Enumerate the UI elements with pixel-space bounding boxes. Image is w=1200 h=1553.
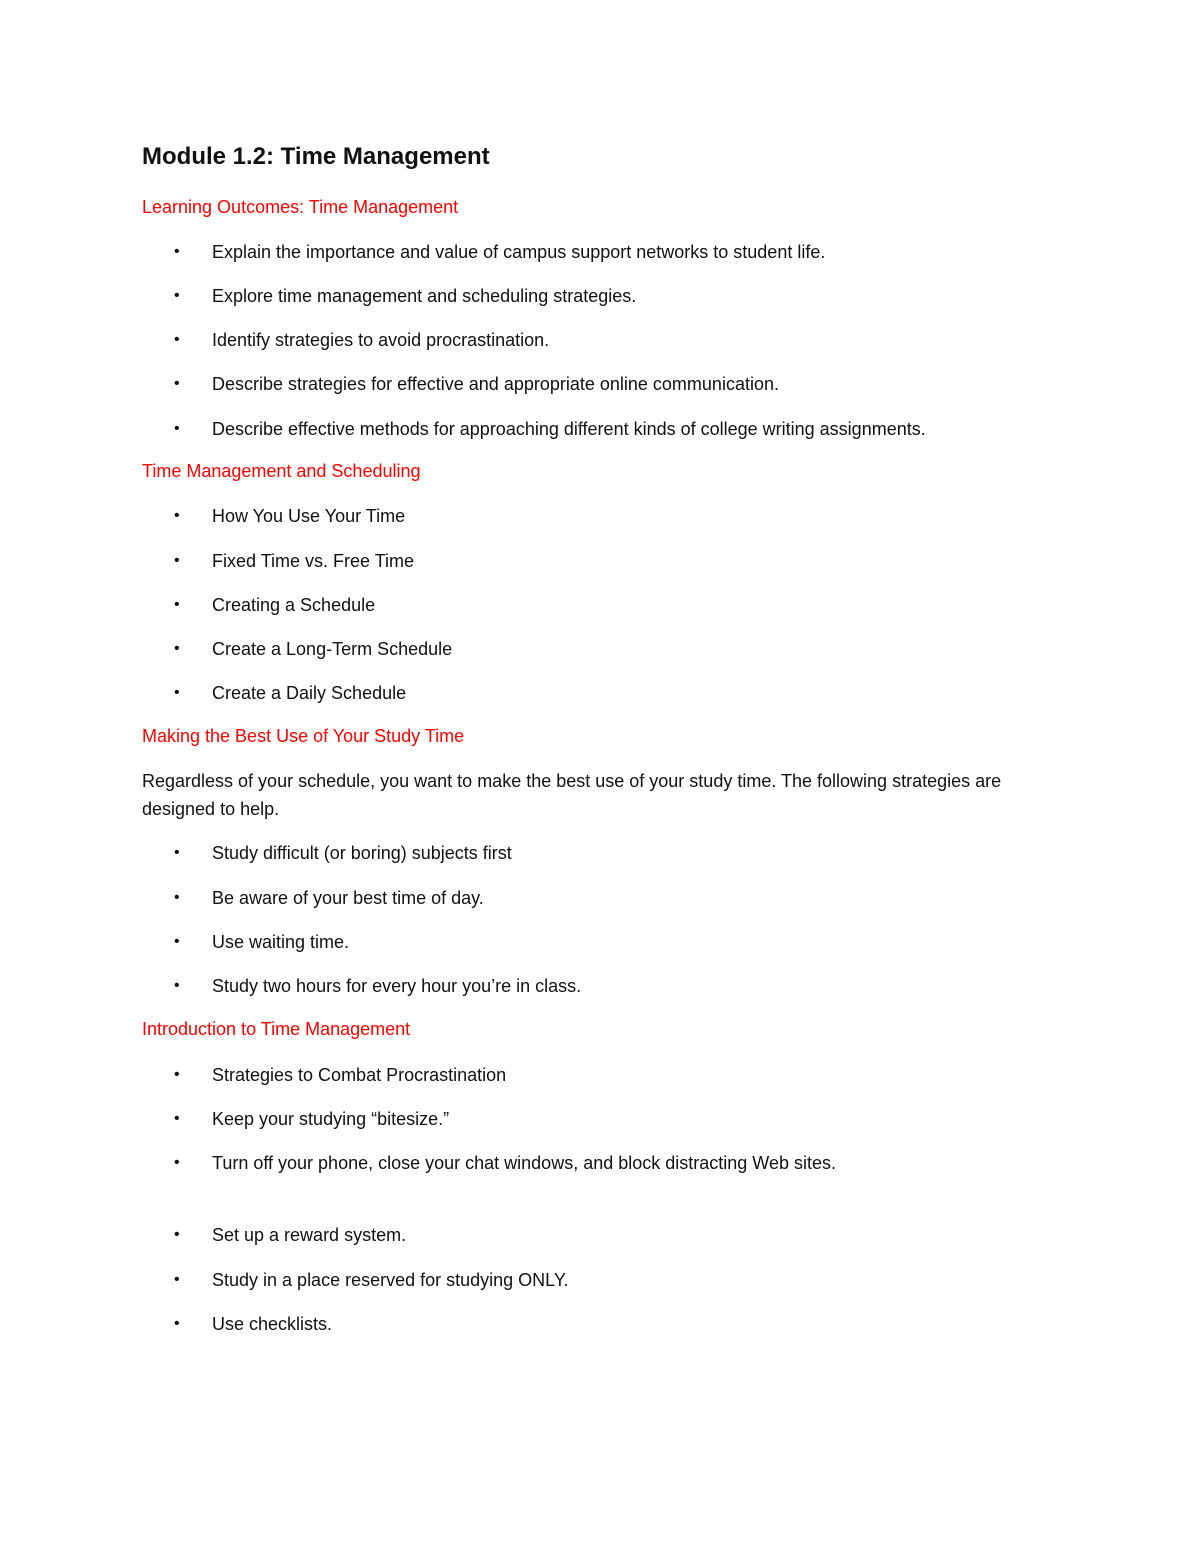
section-heading-best-use-study-time: Making the Best Use of Your Study Time [142,726,465,746]
list-item: • How You Use Your Time [174,502,874,530]
bullet-icon: • [174,243,180,260]
list-item: • Study difficult (or boring) subjects first [174,839,874,867]
section-heading-learning-outcomes: Learning Outcomes: Time Management [142,197,459,217]
bullet-icon: • [174,287,180,304]
list-item: • Set up a reward system. [174,1221,874,1249]
list-item: • Use checklists. [174,1310,874,1338]
body-paragraph: Regardless of your schedule, you want to make the best use of your study time. The following strategies are designed to help. [142,771,1002,819]
bullet-icon: • [174,552,180,569]
bullet-icon: • [174,640,180,657]
bullet-icon: • [174,596,180,613]
bullet-icon: • [174,684,180,701]
list-item: • Describe effective methods for approaching different kinds of college writing assignments. [174,415,1074,443]
list-item: • Explore time management and scheduling strategies. [174,282,1074,310]
bullet-icon: • [174,889,180,906]
bullet-icon: • [174,1154,180,1171]
list-item: • Identify strategies to avoid procrastination. [174,326,1074,354]
bullet-icon: • [174,844,180,861]
list-item: • Create a Long-Term Schedule [174,635,874,663]
bullet-icon: • [174,507,180,524]
list-item: • Use waiting time. [174,928,874,956]
list-item: • Study two hours for every hour you’re in class. [174,972,874,1000]
list-item: • Strategies to Combat Procrastination [174,1061,874,1089]
list-item: • Describe strategies for effective and appropriate online communication. [174,370,1074,398]
bullet-icon: • [174,420,180,437]
bullet-icon: • [174,1271,180,1288]
list-item: • Keep your studying “bitesize.” [174,1105,874,1133]
bullet-icon: • [174,933,180,950]
list-item: • Turn off your phone, close your chat windows, and block distracting Web sites. [174,1149,854,1177]
list-item: • Explain the importance and value of campus support networks to student life. [174,238,1074,266]
bullet-icon: • [174,1315,180,1332]
bullet-icon: • [174,1226,180,1243]
list-item: • Create a Daily Schedule [174,679,874,707]
list-item: • Fixed Time vs. Free Time [174,547,874,575]
list-item: • Creating a Schedule [174,591,874,619]
page-title: Module 1.2: Time Management [142,143,490,170]
list-item: • Study in a place reserved for studying ONLY. [174,1266,874,1294]
section-heading-intro-time-management: Introduction to Time Management [142,1019,411,1039]
bullet-icon: • [174,1066,180,1083]
bullet-icon: • [174,977,180,994]
list-item: • Be aware of your best time of day. [174,884,874,912]
bullet-icon: • [174,375,180,392]
section-heading-time-management-scheduling: Time Management and Scheduling [142,461,421,481]
bullet-icon: • [174,1110,180,1127]
bullet-icon: • [174,331,180,348]
